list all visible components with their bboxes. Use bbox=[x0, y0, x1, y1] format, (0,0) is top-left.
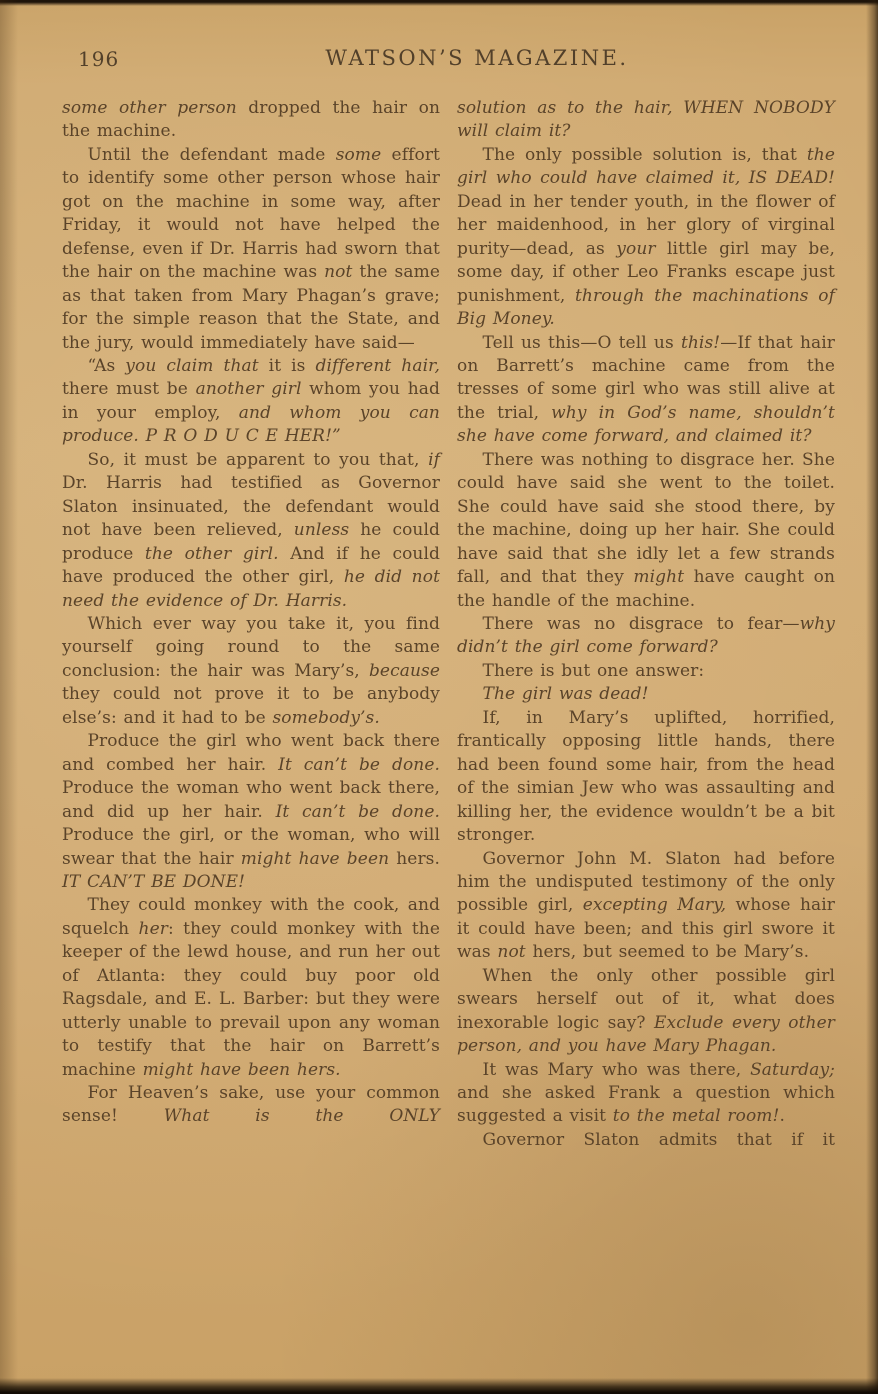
paragraph bbox=[457, 848, 835, 965]
body-text: he could produce bbox=[62, 520, 440, 564]
italic-text: and whom you can produce. P R O D U C E HER!” bbox=[62, 402, 440, 447]
italic-text: why in God’s name, shouldn’t she have come forward, and claimed it? bbox=[457, 402, 835, 447]
body-text: there must be bbox=[62, 379, 196, 400]
body-text: whose hair it could have been; and this girl swore it was bbox=[457, 895, 835, 963]
body-text: it is bbox=[258, 355, 316, 376]
paragraph bbox=[457, 613, 835, 660]
paragraph bbox=[62, 1082, 440, 1129]
body-text: Governor John M. Slaton had before him the undisputed testimony of the only possible girl, bbox=[457, 848, 835, 916]
paragraph bbox=[457, 144, 835, 332]
body-text: So, it must be apparent to you that, bbox=[87, 449, 429, 470]
paragraph bbox=[62, 97, 440, 144]
italic-text: not bbox=[324, 262, 353, 283]
body-text: and she asked Frank a question which suggested a visit bbox=[457, 1083, 835, 1127]
italic-text: IT CAN’T BE DONE! bbox=[62, 871, 246, 892]
body-text: . bbox=[779, 1106, 785, 1127]
italic-text: might bbox=[633, 567, 685, 588]
page-number: 196 bbox=[78, 47, 120, 71]
paragraph bbox=[62, 613, 440, 730]
body-text: If, in Mary’s uplifted, horrified, frantically opposing little hands, there had been found some hair, from the head of the simian Jew who was assaulting and killing her, the evidence wouldn’t be a bit stronger. bbox=[457, 707, 835, 846]
paragraph bbox=[457, 332, 835, 449]
page-bottom-edge-shadow bbox=[0, 1378, 878, 1394]
italic-text: your bbox=[616, 238, 656, 259]
italic-text: unless bbox=[293, 520, 350, 541]
paragraph bbox=[457, 449, 835, 613]
paragraph bbox=[62, 144, 440, 355]
left-column bbox=[62, 97, 440, 1152]
body-text: they could not prove it to be anybody else’s: and it had to be bbox=[62, 684, 440, 728]
italic-text: the girl who could have claimed it, IS DEAD! bbox=[457, 144, 835, 189]
right-column bbox=[457, 97, 835, 1152]
italic-text: if bbox=[428, 449, 440, 470]
italic-text: this! bbox=[680, 332, 721, 353]
body-text: There was nothing to disgrace her. She could have said she went to the toilet. She could have said she stood there, by the machine, doing up her hair. She could have said that she idly let a few strands fall, and that they bbox=[457, 449, 835, 588]
paragraph bbox=[457, 660, 835, 683]
page-top-edge-shadow bbox=[0, 0, 878, 6]
body-text: There was no disgrace to fear— bbox=[482, 613, 800, 634]
paragraph bbox=[62, 355, 440, 449]
italic-text: through the machinations of Big Money. bbox=[457, 285, 835, 330]
paragraph bbox=[62, 449, 440, 613]
body-text: —If that hair on Barrett’s machine came from the tresses of some girl who was still alive at the trial, bbox=[457, 332, 835, 423]
paragraph bbox=[457, 965, 835, 1059]
body-text: It was Mary who was there, bbox=[482, 1059, 751, 1080]
italic-text: not bbox=[497, 942, 526, 963]
body-text: Dr. Harris had testified as Governor Slaton insinuated, the defendant would not have been relieved, bbox=[62, 473, 440, 541]
body-text: When the only other possible girl swears herself out of it, what does inexorable logic say? bbox=[457, 965, 835, 1033]
body-text: They could monkey with the cook, and squelch bbox=[62, 895, 440, 939]
body-text: Produce the girl, or the woman, who will swear that the hair bbox=[62, 825, 440, 869]
body-text: There is but one answer: bbox=[482, 660, 705, 681]
body-text: hers. bbox=[389, 848, 441, 869]
body-text: The only possible solution is, that bbox=[482, 144, 807, 165]
body-text: Until the defendant made bbox=[87, 144, 336, 165]
italic-text: another girl bbox=[195, 379, 302, 400]
body-text: “As bbox=[87, 355, 126, 376]
italic-text: to the metal room! bbox=[612, 1106, 780, 1127]
body-text: have caught on the handle of the machine. bbox=[457, 567, 835, 611]
body-text: Dead in her tender youth, in the flower of her maidenhood, in her glory of virginal purity—dead, as bbox=[457, 191, 835, 259]
body-text: the same as that taken from Mary Phagan’s grave; for the simple reason that the State, and the jury, would immediately have said— bbox=[62, 262, 440, 353]
paragraph bbox=[457, 1059, 835, 1129]
body-text: Tell us this—O tell us bbox=[482, 332, 681, 353]
body-text: For Heaven’s sake, use your common sense! bbox=[62, 1083, 440, 1127]
magazine-title: WATSON’S MAGAZINE. bbox=[325, 46, 629, 70]
body-text: Produce the woman who went back there, and did up her hair. bbox=[62, 778, 440, 822]
italic-text: Exclude every other person, and you have Mary Phagan. bbox=[457, 1012, 835, 1057]
body-text: whom you had in your employ, bbox=[62, 379, 440, 423]
italic-text: somebody’s. bbox=[272, 707, 380, 728]
italic-text: might have been hers. bbox=[142, 1059, 341, 1080]
paragraph bbox=[457, 683, 835, 706]
italic-text: might have been bbox=[240, 848, 390, 869]
body-text: Governor Slaton admits that if it bbox=[482, 1129, 835, 1150]
body-text: Which ever way you take it, you find yourself going round to the same conclusion: the hair was Mary’s, bbox=[62, 613, 440, 681]
italic-text: some other person bbox=[62, 98, 237, 118]
body-text: effort to identify some other person whose hair got on the machine in some way, after Friday, it would not have helped the defense, even if Dr. Harris had sworn that the hair on the machine was bbox=[62, 144, 440, 283]
italic-text: What is the ONLY bbox=[163, 1106, 440, 1127]
body-text: Produce the girl who went back there and combed her hair. bbox=[62, 731, 440, 775]
page-right-edge-shadow bbox=[866, 0, 878, 1394]
paragraph bbox=[62, 730, 440, 894]
italic-text: you claim that bbox=[125, 355, 259, 376]
italic-text: It can’t be done. bbox=[278, 754, 440, 775]
paragraph bbox=[457, 1129, 835, 1152]
body-text: hers, but seemed to be Mary’s. bbox=[525, 942, 810, 963]
page-left-edge-shadow bbox=[0, 0, 18, 1394]
italic-text: The girl was dead! bbox=[482, 684, 649, 705]
italic-text: different hair, bbox=[315, 355, 440, 376]
body-text: dropped the hair on the machine. bbox=[62, 98, 440, 142]
italic-text: solution as to the hair, WHEN NOBODY will claim it? bbox=[457, 98, 835, 142]
italic-text: excepting Mary, bbox=[582, 895, 727, 916]
body-text: little girl may be, some day, if other Leo Franks escape just punishment, bbox=[457, 238, 835, 306]
text-columns bbox=[62, 97, 835, 1152]
paragraph bbox=[457, 97, 835, 144]
italic-text: why didn’t the girl come forward? bbox=[457, 613, 835, 658]
italic-text: her bbox=[138, 918, 168, 939]
body-text: And if he could have produced the other girl, bbox=[62, 543, 441, 588]
paragraph bbox=[62, 894, 440, 1082]
italic-text: he did not need the evidence of Dr. Harris. bbox=[62, 567, 441, 611]
italic-text: because bbox=[368, 660, 440, 681]
italic-text: Saturday; bbox=[750, 1059, 835, 1080]
body-text: : they could monkey with the keeper of the lewd house, and run her out of Atlanta: they could buy poor old Ragsdale, and E. L. Barber: but they were utterly unable to prevail upon any woman to testify that the hair on Barrett’s machine bbox=[62, 918, 440, 1080]
italic-text: It can’t be done. bbox=[275, 801, 441, 822]
paragraph bbox=[457, 707, 835, 848]
italic-text: some bbox=[335, 144, 382, 165]
italic-text: the other girl. bbox=[144, 543, 279, 564]
